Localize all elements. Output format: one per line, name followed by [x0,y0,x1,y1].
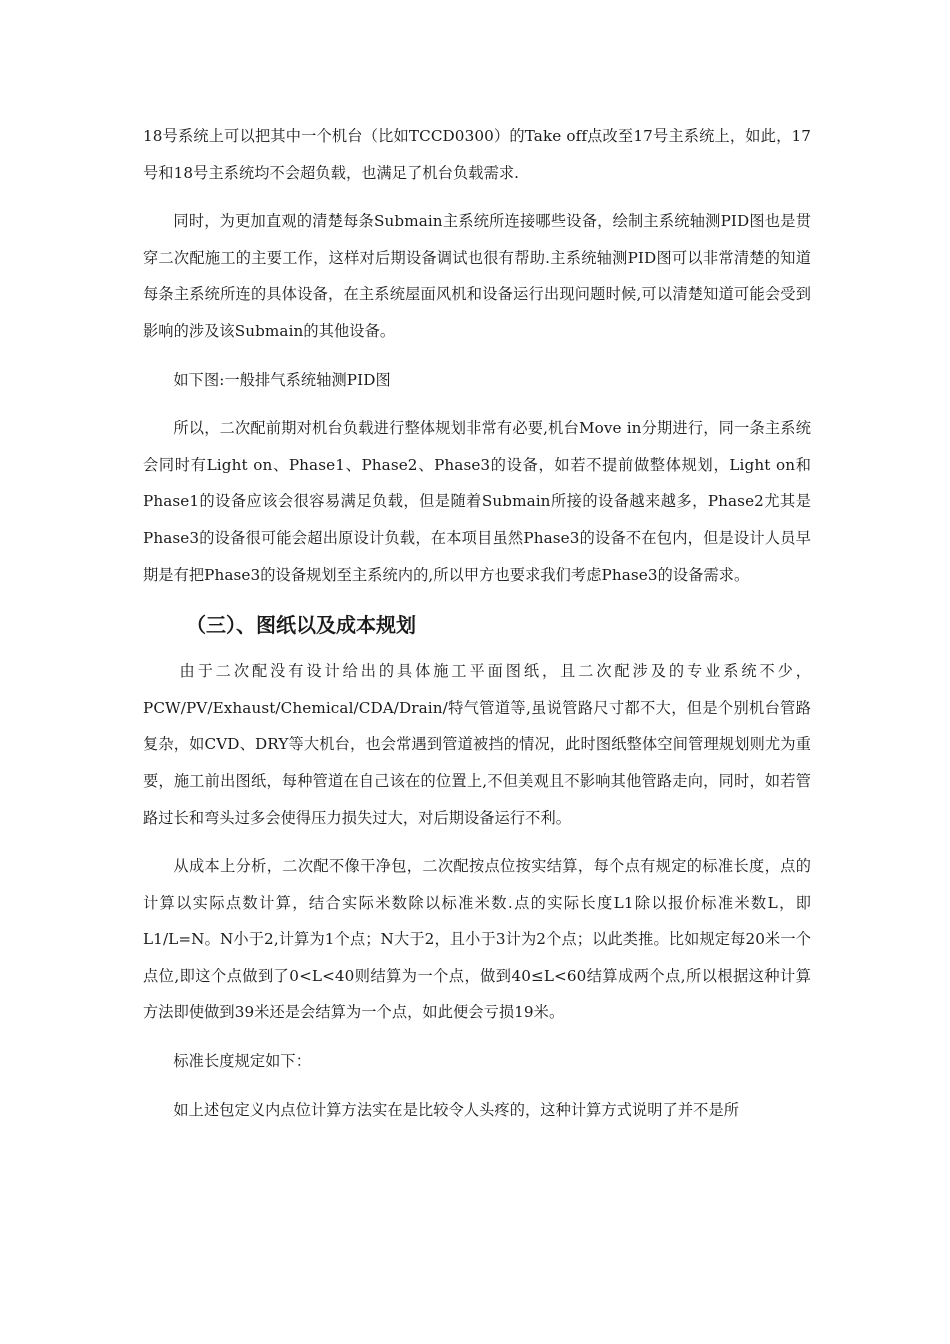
paragraph-4: 由于二次配没有设计给出的具体施工平面图纸，且二次配涉及的专业系统不少，PCW/PV/Exhaust/Chemical/CDA/Drain/特气管道等,虽说管路尺寸都不大，但是个别机台管路复杂，如CVD、DRY等大机台，也会常遇到管道被挡的情况，此时图纸整体空间管理规划则尤为重要，施工前出图纸，每种管道在自己该在的位置上,不但美观且不影响其他管路走向，同时，如若管路过长和弯头过多会使得压力损失过大，对后期设备运行不利。 [143,662,811,827]
paragraph-3: 所以，二次配前期对机台负载进行整体规划非常有必要,机台Move in分期进行，同一条主系统会同时有Light on、Phase1、Phase2、Phase3的设备，如若不提前做整体规划，Light on和Phase1的设备应该会很容易满足负载，但是随着Submain所接的设备越来越多，Phase2尤其是Phase3的设备很可能会超出原设计负载，在本项目虽然Phase3的设备不在包内，但是设计人员早期是有把Phase3的设备规划至主系统内的,所以甲方也要求我们考虑Phase3的设备需求。 [143,419,811,584]
paragraph-5: 从成本上分析，二次配不像干净包，二次配按点位按实结算，每个点有规定的标准长度，点的计算以实际点数计算，结合实际米数除以标准米数.点的实际长度L1除以报价标准米数L，即L1/L=N。N小于2,计算为1个点；N大于2，且小于3计为2个点；以此类推。比如规定每20米一个点位,即这个点做到了0<L<40则结算为一个点，做到40≤L<60结算成两个点,所以根据这种计算方法即使做到39米还是会结算为一个点，如此便会亏损19米。 [143,857,811,1022]
paragraph-2: 同时，为更加直观的清楚每条Submain主系统所连接哪些设备，绘制主系统轴测PID图也是贯穿二次配施工的主要工作，这样对后期设备调试也很有帮助.主系统轴测PID图可以非常清楚的知道每条主系统所连的具体设备，在主系统屋面风机和设备运行出现问题时候,可以清楚知道可能会受到影响的涉及该Submain的其他设备。 [143,212,811,340]
figure-caption: 如下图:一般排气系统轴测PID图 [173,370,391,389]
section-heading: （三）、图纸以及成本规划 [186,613,416,638]
document-page [143,118,811,1140]
paragraph-7: 如上述包定义内点位计算方法实在是比较令人头疼的，这种计算方式说明了并不是所 [173,1100,740,1119]
paragraph-6: 标准长度规定如下： [173,1052,311,1071]
paragraph-1: 18号系统上可以把其中一个机台（比如TCCD0300）的Take off点改至17号主系统上，如此，17号和18号主系统均不会超负载，也满足了机台负载需求. [143,127,811,182]
